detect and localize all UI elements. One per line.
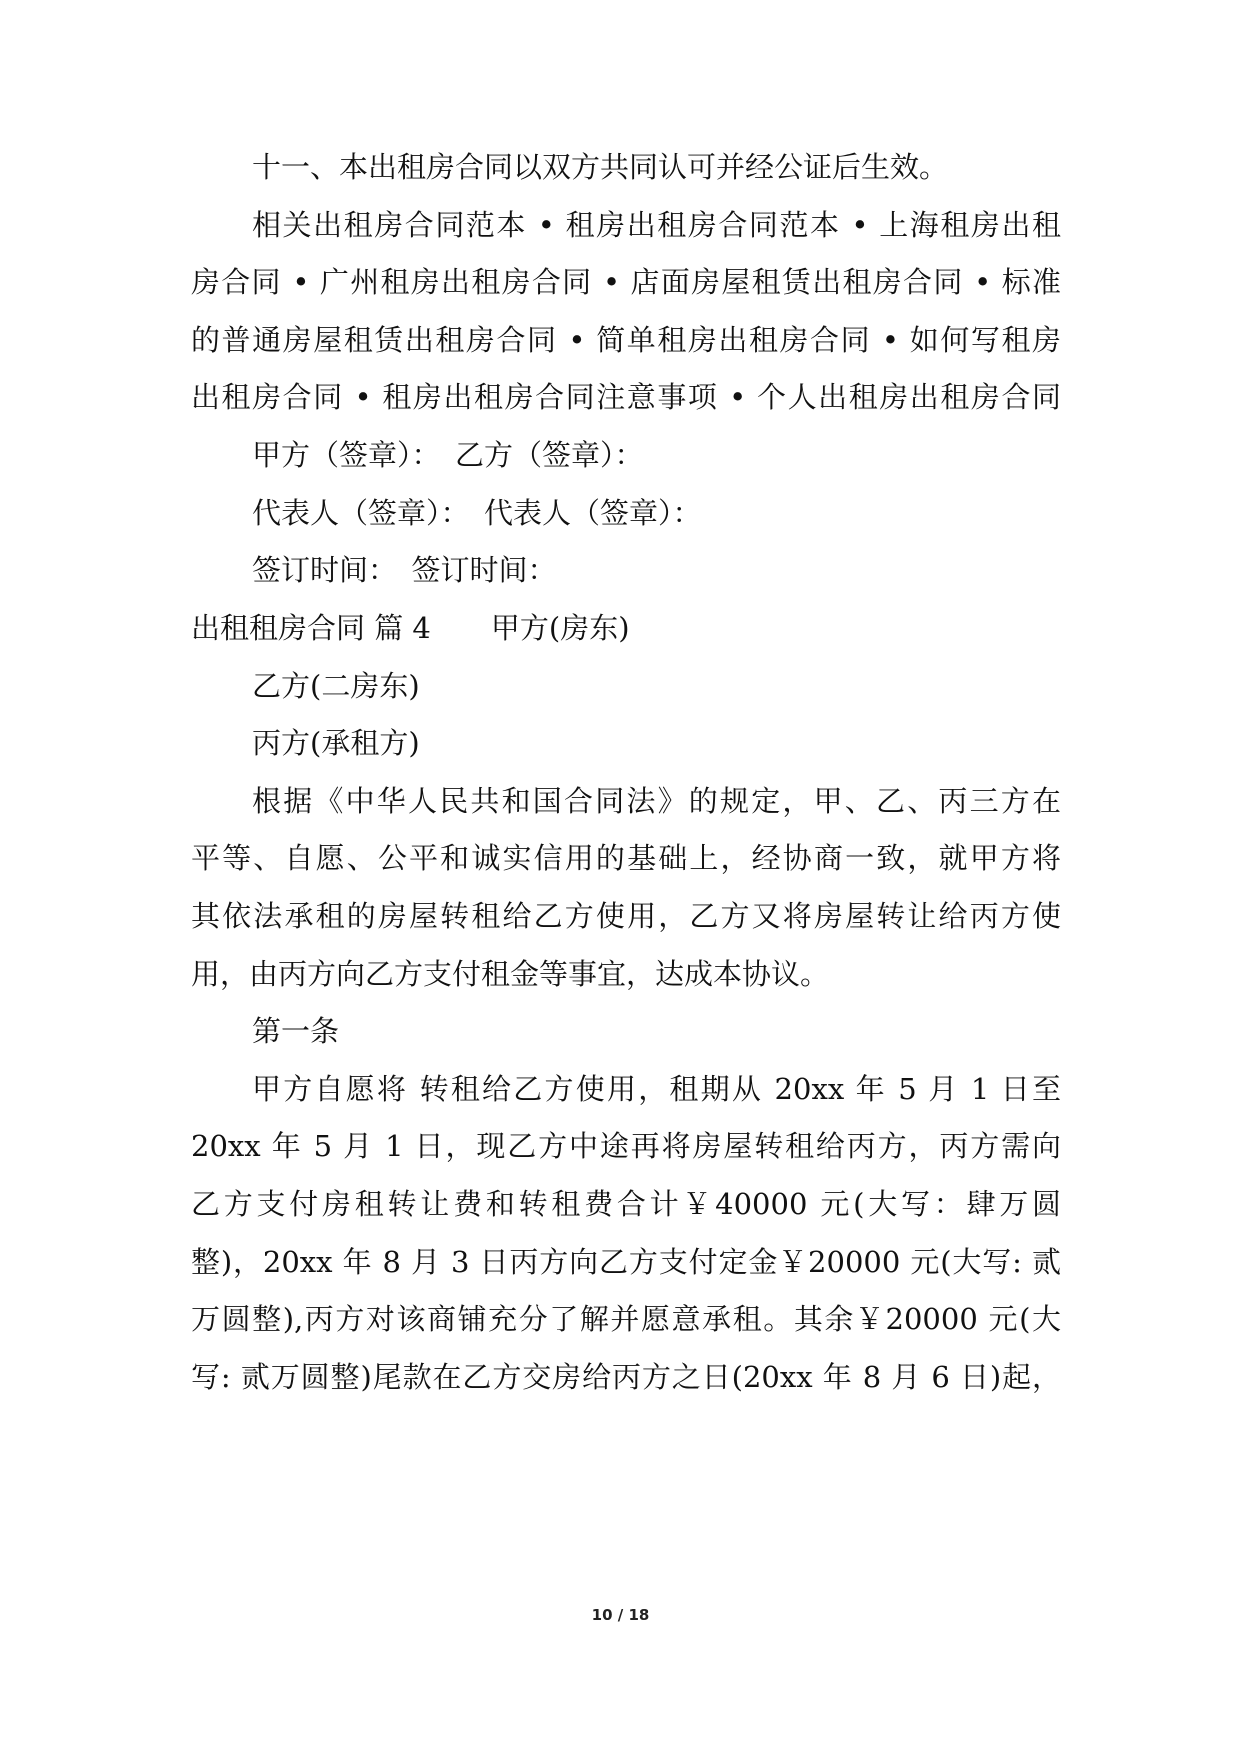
related-links-line-2: 房合同 • 广州租房出租房合同 • 店面房屋租赁出租房合同 • 标准	[191, 265, 1061, 299]
article-1-line-4: 整)，20xx 年 8 月 3 日丙方向乙方支付定金￥20000 元(大写: 贰	[191, 1245, 1061, 1279]
related-links-line-3: 的普通房屋租赁出租房合同 • 简单租房出租房合同 • 如何写租房	[191, 323, 1061, 357]
article-1-heading: 第一条	[252, 1014, 340, 1048]
party-c-label: 丙方(承租方)	[252, 726, 420, 760]
article-1-line-5: 万圆整),丙方对该商铺充分了解并愿意承租。其余￥20000 元(大	[191, 1302, 1061, 1336]
section-title: 出租租房合同 篇 4	[191, 611, 431, 645]
article-1-line-2: 20xx 年 5 月 1 日，现乙方中途再将房屋转租给丙方，丙方需向	[191, 1129, 1061, 1163]
signing-date-line: 签订时间： 签订时间：	[252, 553, 557, 587]
signature-representative-line: 代表人（签章）： 代表人（签章）：	[252, 496, 702, 530]
party-a-label: 甲方(房东)	[490, 611, 630, 645]
article-1-line-3: 乙方支付房租转让费和转租费合计￥40000 元(大写：肆万圆	[191, 1187, 1061, 1221]
related-links-line-1: 相关出租房合同范本 • 租房出租房合同范本 • 上海租房出租	[252, 208, 1061, 242]
related-links-line-4: 出租房合同 • 租房出租房合同注意事项 • 个人出租房出租房合同	[191, 380, 1061, 414]
article-1-line-1: 甲方自愿将 转租给乙方使用，租期从 20xx 年 5 月 1 日至	[252, 1072, 1061, 1106]
section-heading	[191, 608, 1061, 648]
page-number: 10 / 18	[591, 1606, 650, 1624]
preamble-line-3: 其依法承租的房屋转租给乙方使用，乙方又将房屋转让给丙方使	[191, 899, 1061, 933]
article-1-line-6: 写: 贰万圆整)尾款在乙方交房给丙方之日(20xx 年 8 月 6 日)起，	[191, 1360, 1061, 1394]
preamble-line-2: 平等、自愿、公平和诚实信用的基础上，经协商一致，就甲方将	[191, 841, 1061, 875]
party-b-label: 乙方(二房东)	[252, 669, 420, 703]
signature-party-line: 甲方（签章）： 乙方（签章）：	[252, 438, 644, 472]
preamble-line-4: 用，由丙方向乙方支付租金等事宜，达成本协议。	[191, 957, 830, 991]
clause-11-text: 十一、本出租房合同以双方共同认可并经公证后生效。	[252, 150, 949, 184]
preamble-line-1: 根据《中华人民共和国合同法》的规定，甲、乙、丙三方在	[252, 784, 1061, 818]
